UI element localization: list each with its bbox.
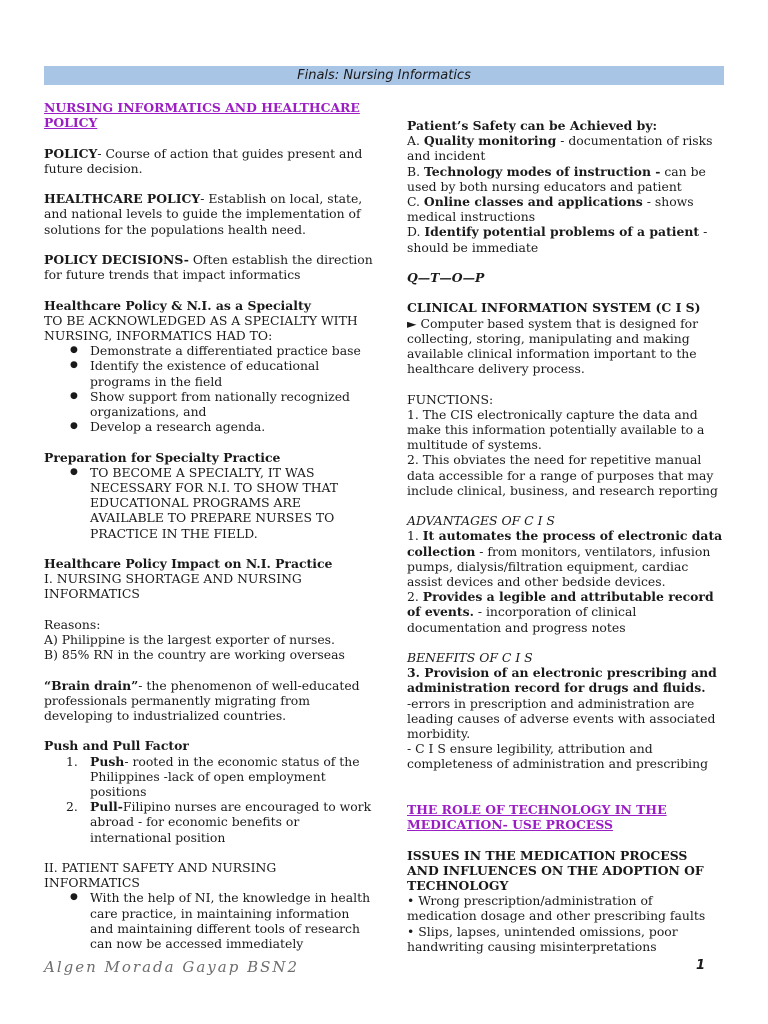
list-item: ● With the help of NI, the knowledge in health care practice, in maintaining information and maintaining different tools of research can now be accessed immediately — [90, 890, 374, 951]
impact-heading: Healthcare Policy Impact on N.I. Practice — [44, 556, 333, 571]
cis-definition: ► Computer based system that is designed for collecting, storing, manipulating and making available clinical information important to the healthcare delivery process. — [407, 315, 699, 377]
patient-safety-list — [44, 890, 374, 951]
preparation-heading: Preparation for Specialty Practice — [44, 449, 281, 465]
patient-safety-heading: Patient’s Safety can be Achieved by: — [407, 118, 658, 133]
benefit-heading: 3. Provision of an electronic prescribing and administration record for drugs and fluids. — [407, 665, 717, 696]
benefit-line: - C I S ensure legibility, attribution and completeness of administration and prescribing — [407, 741, 708, 772]
policy-decisions-definition: POLICY DECISIONS- Often establish the direction for future trends that impact informatics — [44, 251, 373, 283]
list-item: 2. Pull-Filipino nurses are encouraged to work abroad - for economic benefits or international position — [66, 799, 372, 845]
right-column — [407, 118, 723, 954]
safety-line: C. Online classes and applications - shows medical instructions — [407, 194, 694, 225]
safety-line: B. Technology modes of instruction - can be used by both nursing educators and patient — [407, 163, 706, 194]
safety-line: D. Identify potential problems of a patient - should be immediate — [407, 224, 708, 255]
reason-b: B) 85% RN in the country are working overseas — [44, 647, 345, 663]
impact-subheading: I. NURSING SHORTAGE AND NURSING INFORMATICS — [44, 571, 302, 602]
function-item: 2. This obviates the need for repetitive manual data accessible for a range of purposes that may include clinical, business, and research reporting — [407, 452, 718, 498]
advantage-item: 1. It automates the process of electronic data collection - from monitors, ventilators, infusion pumps, dialysis/filtration equipment, cardiac assist devices and other bedside devices. — [407, 528, 723, 590]
functions-label: FUNCTIONS: — [407, 391, 494, 407]
policy-definition: POLICY- Course of action that guides present and future decision. — [44, 145, 363, 176]
section-heading-nursing-informatics-policy: NURSING INFORMATICS AND HEALTHCARE POLICY — [44, 100, 360, 131]
healthcare-policy-definition: HEALTHCARE POLICY- Establish on local, state, and national levels to guide the implementation of solutions for the populations health need. — [44, 191, 363, 237]
specialty-heading: Healthcare Policy & N.I. as a Specialty — [44, 297, 311, 313]
patient-safety-subheading: II. PATIENT SAFETY AND NURSING INFORMATICS — [44, 860, 277, 891]
benefits-label: BENEFITS OF C I S — [407, 650, 533, 666]
preparation-list — [44, 465, 374, 541]
function-item: 1. The CIS electronically capture the data and make this information potentially available to a multitude of systems. — [407, 406, 705, 453]
push-pull-list — [44, 754, 374, 845]
issue-item: • Wrong prescription/administration of medication dosage and other prescribing faults — [407, 893, 706, 924]
specialty-list — [44, 343, 374, 434]
push-pull-heading: Push and Pull Factor — [44, 738, 189, 754]
benefit-line: -errors in prescription and administration are leading causes of adverse events with associated morbidity. — [407, 695, 716, 742]
issue-item: • Slips, lapses, unintended omissions, poor handwriting causing misinterpretations — [407, 923, 678, 954]
brain-drain-definition: “Brain drain”- the phenomenon of well-educated professionals permanently migrating from developing to industrialized countries. — [44, 677, 360, 723]
left-column — [44, 100, 374, 951]
list-item: ● TO BECOME A SPECIALTY, IT WAS NECESSARY FOR N.I. TO SHOW THAT EDUCATIONAL PROGRAMS ARE AVAILABLE TO PREPARE NURSES TO PRACTICE IN THE FIELD. — [90, 465, 374, 541]
qtop-label: Q—T—O—P — [407, 270, 485, 286]
list-item: 1. Push- rooted in the economic status of the Philippines -lack of open employment positions — [66, 753, 360, 799]
reason-a: A) Philippine is the largest exporter of nurses. — [44, 632, 335, 647]
safety-line: A. Quality monitoring - documentation of risks and incident — [407, 133, 713, 164]
page-title: Finals: Nursing Informatics — [44, 66, 724, 85]
advantage-item: 2. Provides a legible and attributable record of events. - incorporation of clinical documentation and progress notes — [407, 589, 714, 635]
specialty-intro: TO BE ACKNOWLEDGED AS A SPECIALTY WITH NURSING, INFORMATICS HAD TO: — [44, 312, 358, 343]
cis-heading: CLINICAL INFORMATION SYSTEM (C I S) — [407, 300, 701, 316]
advantages-label: ADVANTAGES OF C I S — [407, 513, 555, 529]
author-footer: Algen Morada Gayap BSN2 — [44, 958, 300, 976]
section-heading-technology-medication: THE ROLE OF TECHNOLOGY IN THE MEDICATION- USE PROCESS — [407, 802, 667, 833]
list-item: ● Develop a research agenda. — [90, 419, 374, 434]
issues-heading: ISSUES IN THE MEDICATION PROCESS AND INFLUENCES ON THE ADOPTION OF TECHNOLOGY — [407, 847, 704, 894]
list-item: ● Identify the existence of educational programs in the field — [90, 358, 374, 388]
page-number: 1 — [696, 958, 706, 973]
list-item: ● Demonstrate a differentiated practice base — [90, 343, 374, 358]
reasons-label: Reasons: — [44, 616, 101, 632]
list-item: ● Show support from nationally recognized organizations, and — [90, 389, 374, 419]
